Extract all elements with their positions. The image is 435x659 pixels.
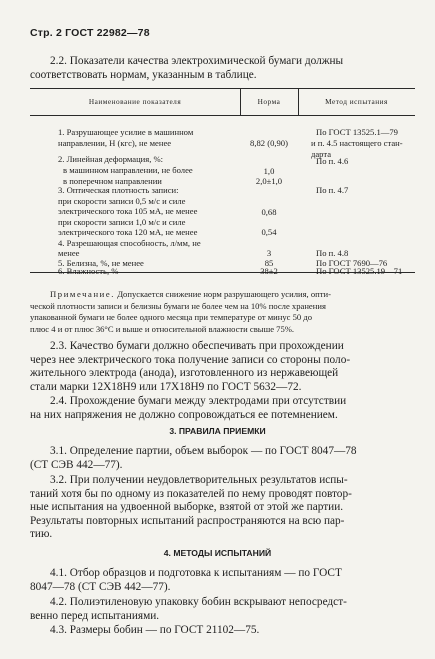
note-line: ческой плотности записи и белизны бумаги не более чем на 10% после хранения (30, 300, 326, 311)
paragraph-2-2 (30, 55, 415, 82)
text-line: венно перед испытаниями. (30, 609, 160, 622)
text-line: через нее электрического тока получение записи со стороны поло- (30, 353, 351, 366)
note-line: плюс 4 и от плюс 36°С и выше и относительной влажности свыше 75%. (30, 323, 295, 334)
text-line: 4.2. Полиэтиленовую упаковку бобин вскрывают непосредст- (50, 596, 347, 608)
cell-name: менее (58, 248, 80, 258)
paragraph-4-1 (30, 567, 415, 594)
text-line: таний хотя бы по одному из показателей по нему проводят повтор- (30, 487, 352, 500)
text-line: стали марки 12Х18Н9 или 17Х18Н9 по ГОСТ 5632—72. (30, 380, 302, 393)
section-3-title: 3. ПРАВИЛА ПРИЕМКИ (169, 426, 266, 436)
note-label: Примечание. (50, 289, 116, 299)
cell-name: 3. Оптическая плотность записи: (58, 185, 179, 195)
cell-method: По ГОСТ 7690—76 (316, 258, 388, 268)
paragraph-2-3 (30, 340, 415, 394)
table-top-rule (30, 88, 415, 89)
table-header-rule (30, 115, 415, 116)
text-line: 3.1. Определение партии, объем выборок — по ГОСТ 8047—78 (50, 445, 357, 457)
text-line: (СТ СЭВ 442—77). (30, 458, 123, 471)
cell-method: По п. 4.8 (316, 248, 349, 258)
cell-norm: 0,54 (261, 227, 277, 237)
text-line: 2.4. Прохождение бумаги между электродами при отсутствии (50, 395, 347, 407)
text-line: Результаты повторных испытаний распространяются на всю пар- (30, 514, 345, 527)
norms-table (30, 88, 415, 276)
cell-norm: 85 (264, 258, 274, 268)
text-line: 8047—78 (СТ СЭВ 442—77). (30, 580, 171, 593)
cell-name: в машинном направлении, не более (63, 165, 193, 175)
cell-name: 2. Линейная деформация, %: (58, 154, 164, 164)
cell-name: в поперечном направлении (63, 176, 162, 186)
note-text: Допускается снижение норм разрушающего усилия, опти- (115, 289, 331, 299)
cell-norm: 1,0 (263, 166, 275, 176)
cell-method: По ГОСТ 13525.1—79 (316, 127, 398, 137)
cell-name: электрического тока 120 мА, не менее (58, 227, 198, 237)
cell-norm: 38±2 (260, 266, 278, 276)
text-line: ные испытания на удвоенной выборке, взятой от этой же партии. (30, 501, 344, 514)
cell-norm: 3 (266, 248, 272, 258)
text-line: жительного электрода (анода), изготовленного из нержавеющей (30, 367, 339, 380)
paragraph-4-2 (30, 596, 415, 623)
cell-method: По п. 4.6 (316, 156, 349, 166)
note-line (30, 289, 415, 301)
cell-norm: 2,0±1,0 (255, 176, 283, 186)
text-line: 4.1. Отбор образцов и подготовка к испытаниям — по ГОСТ (50, 567, 342, 579)
cell-name: при скорости записи 0,5 м/с и силе (58, 196, 186, 206)
text-line: 2.2. Показатели качества электрохимической бумаги должны (50, 55, 344, 67)
cell-method: и п. 4.5 настоящего стан- (311, 138, 403, 148)
cell-norm: 0,68 (261, 207, 277, 217)
paragraph-3-2 (30, 474, 415, 542)
table-note (30, 289, 415, 335)
cell-name: 4. Разрешающая способность, л/мм, не (58, 238, 201, 248)
cell-norm: 8,82 (0,90) (250, 138, 288, 148)
page-header: Стр. 2 ГОСТ 22982—78 (30, 27, 150, 39)
text-line: тию. (30, 528, 53, 541)
text-line: 3.2. При получении неудовлетворительных результатов испы- (50, 474, 348, 486)
text-line: 4.3. Размеры бобин — по ГОСТ 21102—75. (50, 624, 260, 636)
section-4-title: 4. МЕТОДЫ ИСПЫТАНИЙ (163, 548, 272, 558)
cell-method: дарта (311, 149, 332, 159)
cell-name: при скорости записи 1,0 м/с и силе (58, 217, 186, 227)
header-method: Метод испытания (325, 97, 388, 106)
cell-method: По ГОСТ 13525.19—71 (316, 266, 403, 276)
cell-name: 1. Разрушающее усилие в машинном (58, 127, 194, 137)
cell-name: направлении, Н (кгс), не менее (58, 138, 172, 148)
cell-name: электрического тока 105 мА, не менее (58, 206, 198, 216)
header-name: Наименование показателя (88, 97, 182, 106)
text-line: соответствовать нормам, указанным в таблице. (30, 68, 257, 81)
text-line: на них напряжения не должно сопровождаться ее потемнением. (30, 408, 338, 421)
paragraph-4-3 (30, 624, 415, 638)
paragraph-2-4 (30, 395, 415, 422)
cell-name: 5. Белизна, %, не менее (58, 258, 144, 268)
cell-method: По п. 4.7 (316, 185, 349, 195)
header-norm: Норма (257, 97, 281, 106)
text-line: 2.3. Качество бумаги должно обеспечивать при прохождении (50, 340, 344, 352)
cell-name: 6. Влажность, % (58, 266, 119, 276)
paragraph-3-1 (30, 445, 415, 472)
note-line: упакованной бумаги не более одного месяца при температуре от минус 50 до (30, 312, 313, 323)
